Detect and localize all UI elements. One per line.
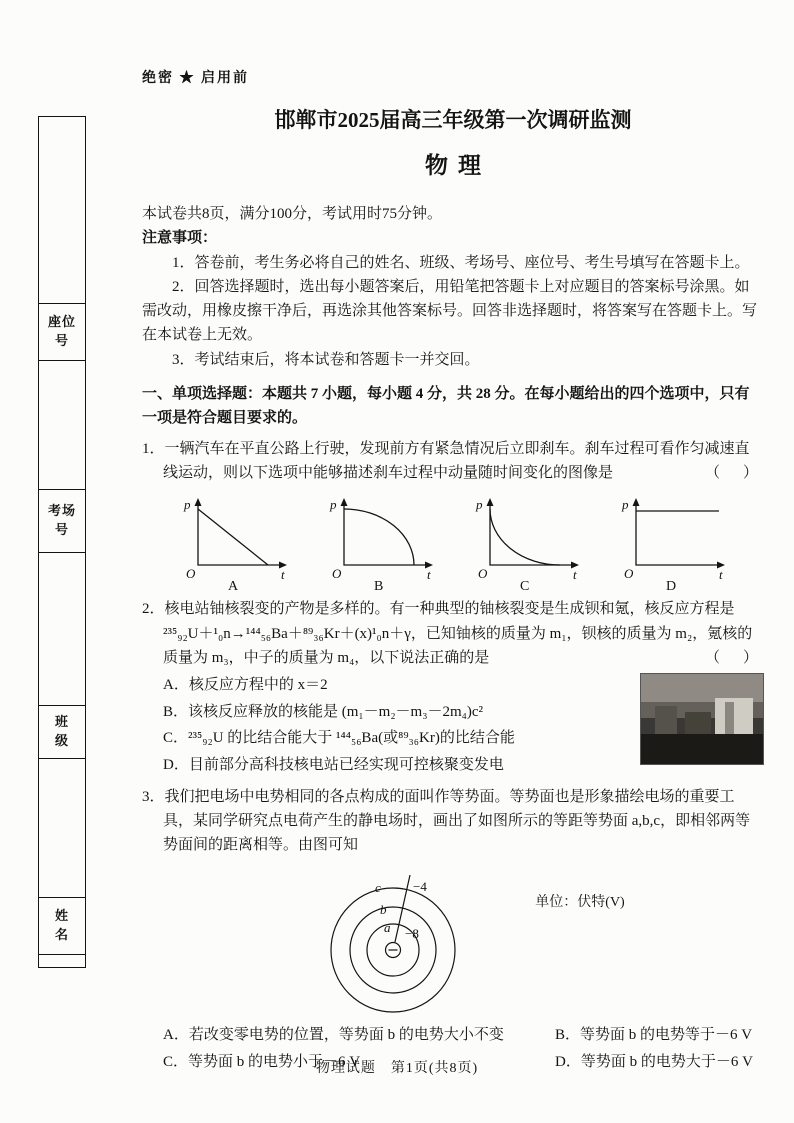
surface-a-value: −8 — [405, 925, 420, 941]
p-axis-label: p — [330, 497, 337, 513]
equipotential-diagram — [281, 862, 521, 1020]
name-label-line1: 姓 — [54, 908, 69, 924]
question-1 — [142, 437, 764, 486]
q2-option-A: A．核反应方程中的 x＝2 — [163, 677, 328, 694]
seat-number-label-line1: 座位 — [47, 314, 76, 330]
page-footer: 物理试题 第1页(共8页) — [315, 1061, 479, 1076]
surface-c-value: −4 — [413, 878, 428, 894]
exam-room-label-line1: 考场 — [47, 503, 76, 519]
exam-room-label-line2: 号 — [54, 522, 69, 537]
curve-linear-decreasing — [198, 509, 268, 565]
question-2-block — [142, 597, 764, 779]
seal-spacer — [39, 553, 85, 705]
secret-header: 绝密 ★ 启用前 — [142, 71, 249, 86]
notice-3: 3．考试结束后，将本试卷和答题卡一并交回。 — [172, 351, 480, 368]
exam-intro: 本试卷共8页，满分100分，考试用时75分钟。 — [142, 205, 443, 222]
q2-option-B: B．该核反应释放的核能是 (m₁－m₂－m₃－2m₄)c² — [163, 703, 483, 720]
axes — [344, 502, 428, 565]
t-axis-label: t — [573, 567, 577, 583]
graph-option-B — [324, 495, 436, 591]
section-1-heading: 一、单项选择题：本题共 7 小题，每小题 4 分，共 28 分。在每小题给出的四个选项中，只有一项是符合题目要求的。 — [142, 386, 750, 427]
q3-figure — [142, 862, 764, 1020]
graph-option-D — [616, 495, 728, 591]
origin-label: O — [186, 566, 196, 582]
p-axis-label: p — [622, 497, 629, 513]
q2-option-C: C．²³⁵₉₂U 的比结合能大于 ¹⁴⁴₅₆Ba(或⁸⁹₃₆Kr)的比结合能 — [163, 730, 515, 747]
nuclear-plant-photo — [640, 673, 764, 765]
question-2 — [142, 597, 764, 670]
seal-spacer — [39, 759, 85, 897]
name-box — [39, 897, 85, 955]
class-label-line2: 级 — [54, 733, 69, 748]
question-1-text: 1．一辆汽车在平直公路上行驶，发现前方有紧急情况后立即刹车。刹车过程可看作匀减速直线运动，则以下选项中能够描述刹车过程中动量随时间变化的图像是 — [142, 440, 750, 481]
t-axis-label: t — [427, 567, 431, 583]
seal-column — [38, 116, 86, 968]
t-axis-label: t — [719, 567, 723, 583]
surface-a-label: a — [384, 919, 391, 935]
unit-label: 单位：伏特(V) — [535, 894, 625, 910]
origin-label: O — [624, 566, 634, 582]
q1-graph-options — [142, 495, 764, 591]
curve-concave-down-decreasing — [344, 509, 414, 565]
graph-option-A — [178, 495, 290, 591]
question-1-answer-bracket: （ ） — [704, 464, 762, 481]
p-axis-label: p — [184, 497, 191, 513]
seal-spacer — [39, 955, 85, 967]
seat-number-box — [39, 303, 85, 361]
question-3 — [142, 785, 764, 858]
option-letter: D — [666, 579, 677, 592]
exam-room-number-box — [39, 489, 85, 553]
q3-options-row-1 — [163, 1022, 764, 1050]
seal-spacer — [39, 361, 85, 489]
q3-option-C: C．等势面 b 的电势小于－6 V — [163, 1054, 361, 1071]
exam-title: 邯郸市2025届高三年级第一次调研监测 — [274, 107, 632, 132]
notice-title: 注意事项： — [142, 230, 218, 247]
origin-label: O — [332, 566, 342, 582]
axes — [490, 502, 574, 565]
option-letter: A — [228, 579, 239, 592]
graph-option-C — [470, 495, 582, 591]
q3-option-A: A．若改变零电势的位置，等势面 b 的电势大小不变 — [163, 1026, 504, 1043]
name-label-line2: 名 — [54, 927, 69, 942]
question-3-text: 3．我们把电场中电势相同的各点构成的面叫作等势面。等势面也是形象描绘电场的重要工具，某同学研究点电荷产生的静电场时，画出了如图所示的等距等势面 a,b,c，即相邻两等势面间的距离相等。由图可知 — [142, 788, 751, 854]
t-axis-label: t — [281, 567, 285, 583]
origin-label: O — [478, 566, 488, 582]
class-label-line1: 班 — [54, 714, 69, 730]
seat-number-label-line2: 号 — [54, 333, 69, 348]
p-axis-label: p — [476, 497, 483, 513]
question-2-answer-bracket: （ ） — [704, 649, 762, 666]
option-letter: C — [520, 579, 530, 592]
q3-option-B: B．等势面 b 的电势等于－6 V — [555, 1026, 753, 1043]
axes — [198, 502, 282, 565]
class-box — [39, 705, 85, 759]
curve-convex-decreasing — [490, 509, 560, 565]
seal-spacer — [39, 117, 85, 303]
nuclear-plant-photo-image — [641, 674, 763, 764]
surface-c-label: c — [375, 879, 382, 895]
q3-option-D: D．等势面 b 的电势大于－6 V — [555, 1054, 753, 1071]
notice-1: 1．答卷前，考生务必将自己的姓名、班级、考场号、座位号、考生号填写在答题卡上。 — [172, 254, 750, 271]
notice-2: 2．回答选择题时，选出每小题答案后，用铅笔把答题卡上对应题目的答案标号涂黑。如需改动，用橡皮擦干净后，再选涂其他答案标号。回答非选择题时，将答案写在答题卡上。写在本试卷上无效。 — [142, 278, 758, 344]
question-2-text: 2．核电站铀核裂变的产物是多样的。有一种典型的铀核裂变是生成钡和氪，核反应方程是 ²³⁵₉₂U＋¹₀n→¹⁴⁴₅₆Ba＋⁸⁹₃₆Kr＋(x)¹₀n＋γ，已知铀核的质量为 m₁，钡核的质量为 m₂，氪核的质量为 m₃，中子的质量为 m₄，以下说法正确的是 — [142, 601, 753, 666]
option-letter: B — [374, 579, 384, 592]
surface-b-label: b — [380, 901, 387, 917]
exam-content — [142, 62, 764, 1077]
q2-option-D: D．目前部分高科技核电站已经实现可控核聚变发电 — [163, 757, 504, 774]
subject-title: 物理 — [425, 152, 491, 178]
